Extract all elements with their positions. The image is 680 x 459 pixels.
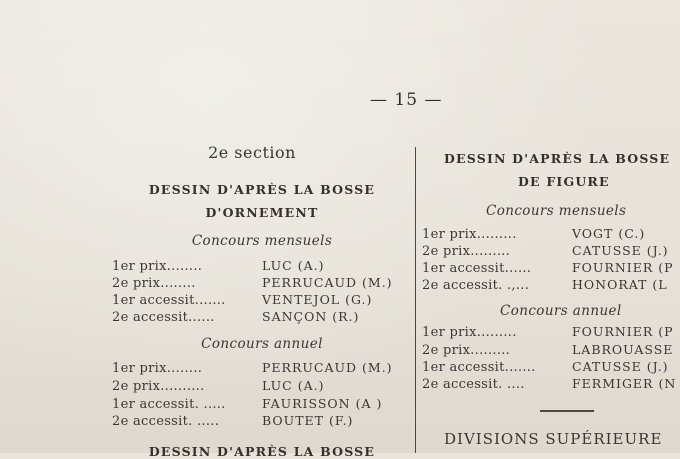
award-name: FERMIGER (N — [572, 376, 677, 391]
award-label: 2e prix........ — [112, 276, 196, 291]
award-name: FOURNIER (P — [572, 260, 674, 275]
award-name: LABROUASSE — [572, 342, 674, 357]
award-row — [422, 342, 673, 358]
award-label: 1er prix........ — [112, 361, 203, 376]
award-row — [112, 378, 324, 394]
section-heading: 2e section — [208, 143, 296, 162]
award-label: 2e prix......... — [422, 244, 511, 259]
subject-heading-line1: DESSIN D'APRÈS LA BOSSE — [148, 182, 376, 197]
next-subject-heading-partial: DESSIN D'APRÈS LA BOSSE — [148, 444, 376, 459]
award-label: 2e accessit. ..... — [112, 414, 220, 429]
award-row — [422, 243, 669, 259]
subject-heading-line1: DESSIN D'APRÈS LA BOSSE — [444, 151, 671, 166]
award-label: 2e accessit...... — [112, 310, 215, 325]
award-label: 1er prix........ — [112, 259, 203, 274]
award-name: FOURNIER (P — [572, 324, 674, 339]
award-row — [112, 275, 393, 291]
award-label: 2e accessit. .... — [422, 377, 525, 392]
award-name: CATUSSE (J.) — [572, 359, 669, 374]
award-row — [112, 309, 359, 325]
award-name: LUC (A.) — [262, 378, 325, 393]
award-row — [422, 277, 668, 293]
award-row — [112, 360, 393, 376]
award-name: PERRUCAUD (M.) — [262, 360, 393, 375]
award-label: 1er prix......... — [422, 227, 517, 242]
section-rule — [540, 410, 594, 412]
award-row — [112, 396, 382, 412]
page-number: — 15 — — [370, 90, 443, 110]
right-column — [422, 0, 680, 453]
award-label: 2e prix.......... — [112, 379, 205, 394]
award-name: VOGT (C.) — [572, 226, 646, 241]
award-label: 2e prix......... — [422, 343, 511, 358]
subject-heading-line2: DE FIGURE — [518, 174, 610, 189]
divisions-superieures-heading: DIVISIONS SUPÉRIEURE — [444, 430, 663, 448]
concours-mensuels-heading: Concours mensuels — [486, 203, 627, 219]
concours-mensuels-heading: Concours mensuels — [191, 233, 333, 249]
award-name: CATUSSE (J.) — [572, 243, 669, 258]
award-row — [422, 260, 674, 276]
award-label: 1er accessit....... — [422, 360, 536, 375]
column-divider — [415, 147, 416, 453]
award-name: PERRUCAUD (M.) — [262, 275, 393, 290]
concours-annuel-heading: Concours annuel — [201, 336, 323, 352]
award-row — [112, 292, 372, 308]
award-name: HONORAT (L — [572, 277, 668, 292]
award-name: FAURISSON (A ) — [262, 396, 383, 411]
award-name: LUC (A.) — [262, 258, 325, 273]
award-row — [112, 413, 353, 429]
award-row — [422, 376, 676, 392]
award-row — [422, 226, 645, 242]
award-label: 1er prix......... — [422, 325, 517, 340]
award-row — [112, 258, 324, 274]
award-name: SANÇON (R.) — [262, 309, 360, 324]
award-row — [422, 324, 674, 340]
award-name: VENTEJOL (G.) — [262, 292, 373, 307]
concours-annuel-heading: Concours annuel — [500, 303, 622, 319]
award-label: 1er accessit....... — [112, 293, 226, 308]
award-label: 1er accessit. ..... — [112, 397, 226, 412]
award-name: BOUTET (F.) — [262, 413, 354, 428]
award-row — [422, 359, 669, 375]
subject-heading-line2: D'ORNEMENT — [205, 205, 319, 220]
award-label: 2e accessit. .,... — [422, 278, 530, 293]
award-label: 1er accessit...... — [422, 261, 532, 276]
